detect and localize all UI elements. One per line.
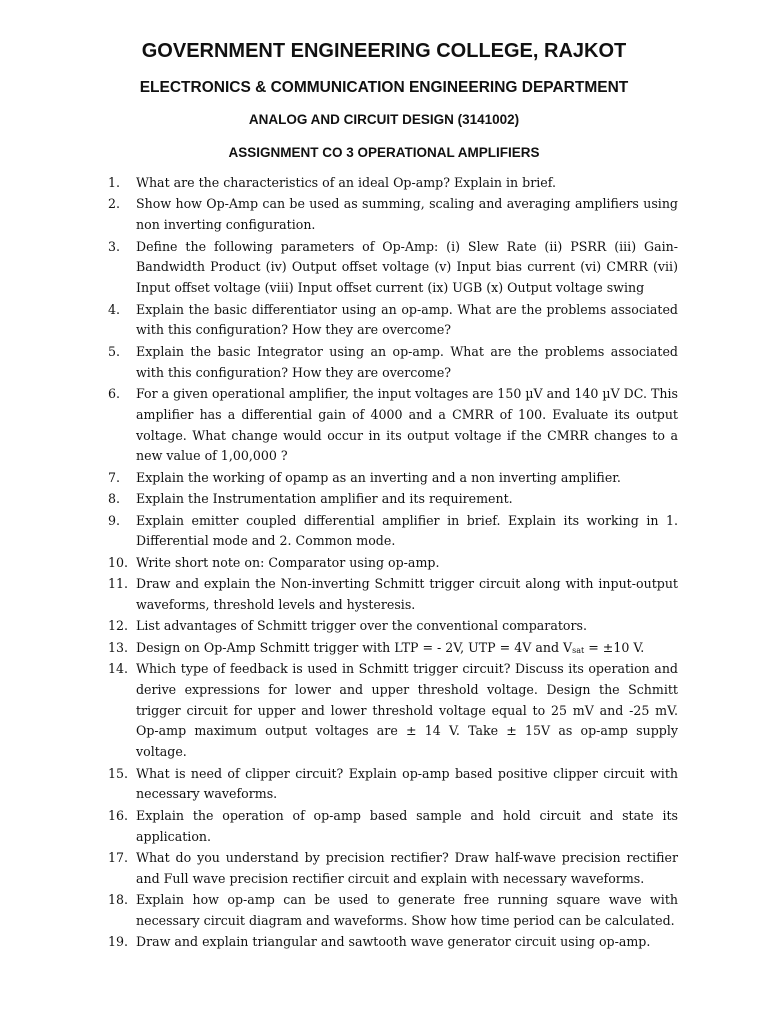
- question-number: 17.: [108, 850, 129, 865]
- question-item: [108, 511, 678, 553]
- question-item: [108, 173, 678, 194]
- question-item: [108, 553, 678, 574]
- question-list: [108, 173, 678, 954]
- question-text: Write short note on: Comparator using op-amp.: [136, 554, 440, 570]
- question-text: Which type of feedback is used in Schmitt trigger circuit? Discuss its operation and derive expressions for lower and upper threshold voltage. Design the Schmitt trigger circuit for upper and lower threshold voltage equal to 25 mV and -25 mV. Op-amp maximum output voltages are ± 14 V. Take ± 15V as op-amp supply voltage.: [136, 661, 678, 760]
- question-text: Explain how op-amp can be used to generate free running square wave with necessary circuit diagram and waveforms. Show how time period can be calculated.: [136, 892, 678, 928]
- vsat-subscript: sat: [572, 645, 585, 655]
- question-item: [108, 300, 678, 342]
- question-text: [136, 638, 678, 659]
- question-text: Explain the working of opamp as an inverting and a non inverting amplifier.: [136, 469, 621, 485]
- department-title: ELECTRONICS & COMMUNICATION ENGINEERING DEPARTMENT: [139, 79, 629, 96]
- assignment-title: ASSIGNMENT CO 3 OPERATIONAL AMPLIFIERS: [228, 145, 540, 160]
- question-number: 6.: [108, 385, 121, 401]
- question-text: Explain the basic Integrator using an op-amp. What are the problems associated with this configuration? How they are overcome?: [136, 343, 678, 380]
- question-item: [108, 659, 678, 763]
- question-number: 16.: [108, 807, 129, 823]
- question-number: 9.: [108, 512, 121, 528]
- question-text: What are the characteristics of an ideal Op-amp? Explain in brief.: [136, 175, 556, 190]
- question-item: [108, 764, 678, 806]
- college-title: GOVERNMENT ENGINEERING COLLEGE, RAJKOT: [141, 40, 627, 62]
- question-number: 4.: [108, 301, 121, 317]
- question-text: Explain the Instrumentation amplifier and its requirement.: [136, 491, 513, 507]
- question-number: 8.: [108, 491, 121, 507]
- question-text: Define the following parameters of Op-Amp: (i) Slew Rate (ii) PSRR (iii) Gain-Bandwidth Product (iv) Output offset voltage (v) Input bias current (vi) CMRR (vii) Input offset voltage (viii) Input offset current (ix) UGB (x) Output voltage swing: [136, 238, 678, 296]
- question-number: 14.: [108, 661, 129, 677]
- question-text: Draw and explain triangular and sawtooth wave generator circuit using op-amp.: [136, 934, 651, 950]
- question-item: [108, 574, 678, 616]
- question-number: 13.: [108, 639, 129, 655]
- question-item: [108, 638, 678, 659]
- question-text: Explain the basic differentiator using an op-amp. What are the problems associated with this configuration? How they are overcome?: [136, 301, 678, 338]
- question-text: What do you understand by precision rectifier? Draw half-wave precision rectifier and Full wave precision rectifier circuit and explain with necessary waveforms.: [136, 850, 678, 886]
- question-text: Draw and explain the Non-inverting Schmitt trigger circuit along with input-output waveforms, threshold levels and hysteresis.: [136, 576, 678, 612]
- question-text: Show how Op-Amp can be used as summing, scaling and averaging amplifiers using non inverting configuration.: [136, 196, 678, 233]
- question-text: Explain emitter coupled differential amplifier in brief. Explain its working in 1. Differential mode and 2. Common mode.: [136, 512, 678, 549]
- question-item: [108, 489, 678, 510]
- question-number: 2.: [108, 196, 121, 212]
- question-item: [108, 806, 678, 848]
- question-number: 10.: [108, 554, 129, 570]
- question-item: [108, 342, 678, 384]
- question-number: 1.: [108, 175, 121, 190]
- question-number: 12.: [108, 618, 129, 634]
- question-text: List advantages of Schmitt trigger over the conventional comparators.: [136, 618, 587, 634]
- question-text-part: = ±10 V.: [584, 639, 645, 655]
- course-title: ANALOG AND CIRCUIT DESIGN (3141002): [248, 112, 520, 127]
- question-number: 3.: [108, 238, 121, 254]
- question-text: Explain the operation of op-amp based sample and hold circuit and state its application.: [136, 807, 678, 844]
- question-item: [108, 237, 678, 299]
- question-text-part: Design on Op-Amp Schmitt trigger with LTP = - 2V, UTP = 4V and V: [136, 639, 573, 655]
- question-item: [108, 616, 678, 637]
- question-number: 11.: [108, 576, 129, 592]
- question-text: For a given operational amplifier, the input voltages are 150 µV and 140 µV DC. This amplifier has a differential gain of 4000 and a CMRR of 100. Evaluate its output voltage. What change would occur in its output voltage if the CMRR changes to a new value of 1,00,000 ?: [136, 385, 678, 464]
- question-item: [108, 932, 678, 953]
- question-item: [108, 890, 678, 932]
- question-number: 15.: [108, 765, 129, 781]
- question-item: [108, 468, 678, 489]
- question-number: 7.: [108, 469, 121, 485]
- question-item: [108, 194, 678, 236]
- question-number: 5.: [108, 343, 121, 359]
- question-text: What is need of clipper circuit? Explain op-amp based positive clipper circuit with necessary waveforms.: [136, 765, 678, 802]
- question-number: 18.: [108, 892, 129, 908]
- question-number: 19.: [108, 934, 129, 950]
- question-item: [108, 848, 678, 890]
- question-item: [108, 384, 678, 467]
